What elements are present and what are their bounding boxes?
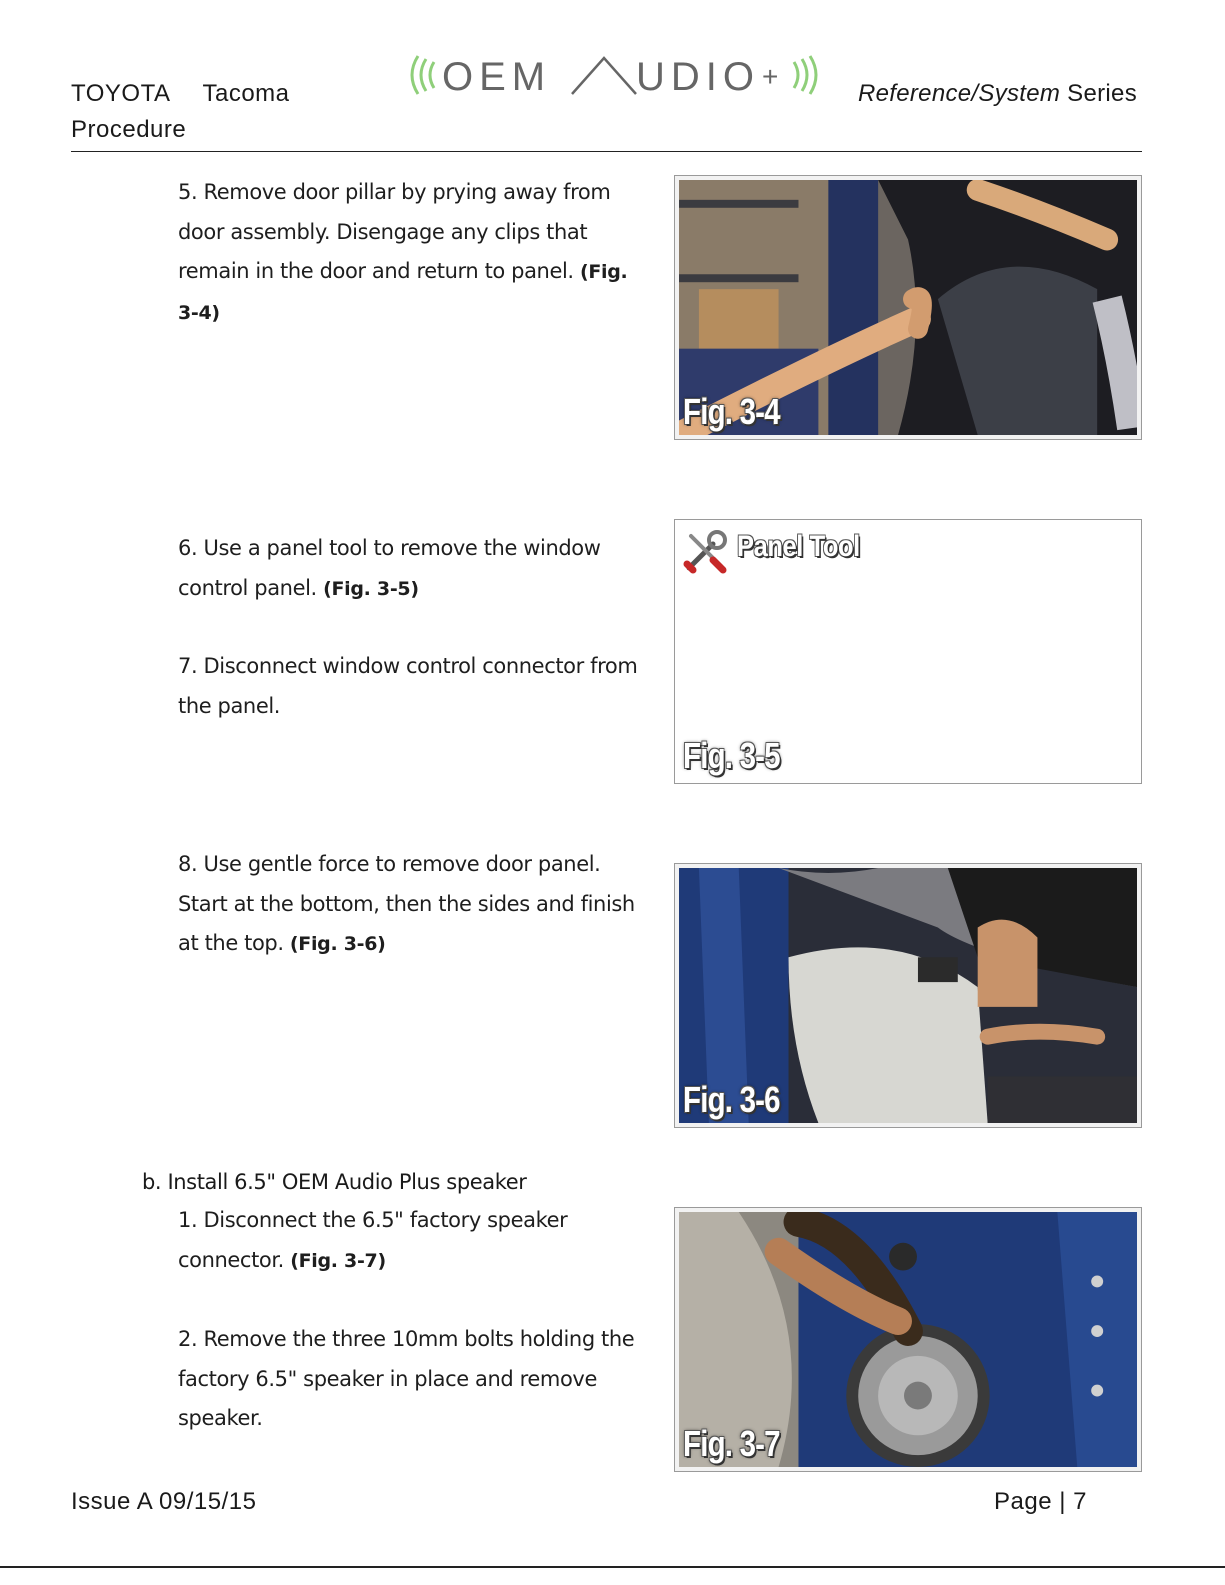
- footer-rule: [0, 1566, 1225, 1568]
- svg-text:UDIO: UDIO: [636, 55, 760, 99]
- step-5-text: 5. Remove door pillar by prying away from door assembly. Disengage any clips that remain in the door and return to panel.: [178, 180, 611, 283]
- step-8-text: 8. Use gentle force to remove door panel. Start at the bottom, then the sides and finish at the top.: [178, 852, 635, 955]
- header-left: [71, 76, 290, 148]
- step-6-text: 6. Use a panel tool to remove the window control panel.: [178, 536, 601, 600]
- figure-3-4-photo: [679, 180, 1137, 435]
- step-6-fig-ref: (Fig. 3-5): [323, 577, 419, 600]
- figure-3-7-photo: [679, 1212, 1137, 1467]
- step-6: [178, 529, 648, 609]
- header-series-suffix: Series: [1060, 80, 1137, 107]
- figure-3-6-photo: [679, 868, 1137, 1123]
- figure-3-7: [674, 1207, 1142, 1472]
- header-rule: [71, 151, 1142, 152]
- header-procedure: Procedure: [71, 116, 187, 143]
- step-7-text: 7. Disconnect window control connector from the panel.: [178, 654, 638, 718]
- footer-issue: Issue A 09/15/15: [71, 1488, 257, 1515]
- step-b1: [178, 1201, 648, 1281]
- header-vehicle: [71, 76, 290, 112]
- figure-3-4-label: Fig. 3-4: [683, 391, 780, 432]
- tools-icon: [683, 528, 729, 574]
- footer-page-number: Page | 7: [994, 1488, 1087, 1515]
- step-5: [178, 173, 648, 333]
- figure-3-6-label: Fig. 3-6: [683, 1079, 780, 1120]
- header-model: Tacoma: [202, 80, 290, 107]
- figure-3-5-panel: [679, 524, 1137, 779]
- panel-tool-title: Panel Tool: [737, 530, 860, 563]
- header-make: TOYOTA: [71, 80, 171, 107]
- header-series-italic: Reference/System: [857, 80, 1061, 107]
- oem-audio-logo: [404, 50, 824, 100]
- step-8: [178, 845, 648, 965]
- figure-3-4: [674, 175, 1142, 440]
- figure-3-6: [674, 863, 1142, 1128]
- step-b1-fig-ref: (Fig. 3-7): [290, 1249, 386, 1272]
- step-b2-text: 2. Remove the three 10mm bolts holding the factory 6.5" speaker in place and remove speaker.: [178, 1327, 635, 1430]
- step-7: [178, 647, 648, 726]
- figure-3-5-label: Fig. 3-5: [683, 735, 780, 776]
- figure-3-5: [674, 519, 1142, 784]
- step-8-fig-ref: (Fig. 3-6): [289, 933, 386, 955]
- header-series: [858, 76, 1137, 112]
- svg-text:OEM: OEM: [442, 55, 552, 99]
- step-b1-text: 1. Disconnect the 6.5" factory speaker connector.: [178, 1208, 568, 1272]
- step-b2: [178, 1320, 648, 1439]
- section-b-heading: b. Install 6.5" OEM Audio Plus speaker: [142, 1170, 527, 1194]
- figure-3-7-label: Fig. 3-7: [683, 1423, 780, 1464]
- step-5-fig-ref: (Fig. 3-4): [178, 261, 628, 324]
- svg-text:+: +: [762, 61, 779, 92]
